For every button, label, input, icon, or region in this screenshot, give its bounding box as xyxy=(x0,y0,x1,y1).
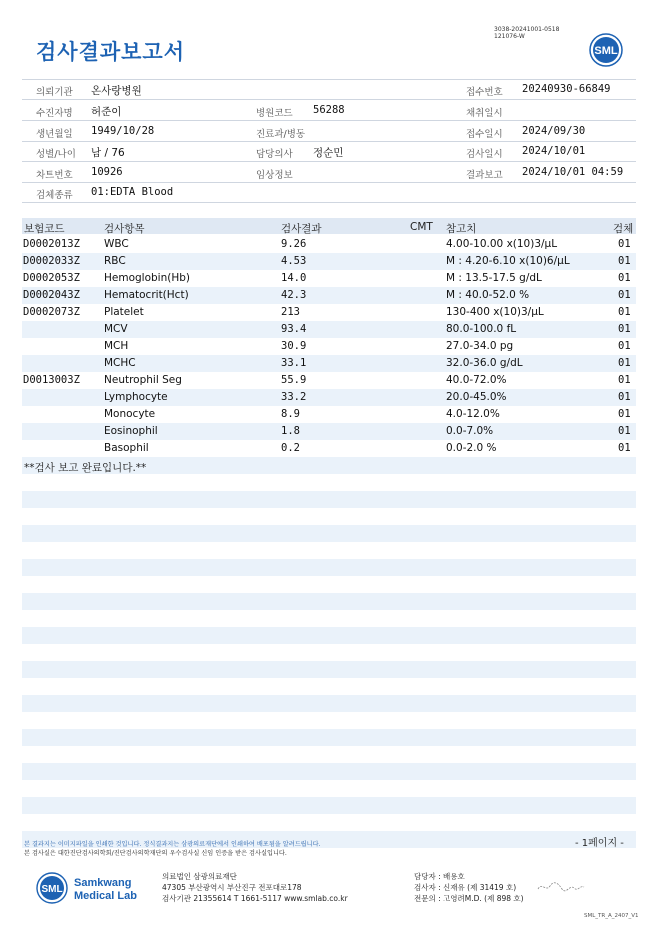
empty-row-stripe xyxy=(22,729,636,746)
header-reference: 참고치 xyxy=(446,223,477,235)
signatures xyxy=(414,871,524,904)
info-divider xyxy=(22,99,636,100)
value-hospital-code: 56288 xyxy=(313,104,345,116)
empty-row-stripe xyxy=(22,491,636,508)
empty-row-stripe xyxy=(22,559,636,576)
cell-specimen: 01 xyxy=(618,255,631,267)
cell-result: 14.0 xyxy=(281,272,307,284)
footer-brand xyxy=(36,871,148,909)
cell-reference: M : 4.20-6.10 x(10)6/μL xyxy=(446,255,570,267)
info-divider xyxy=(22,120,636,121)
sml-logo-text: SML xyxy=(594,45,618,57)
label-institution: 의뢰기관 xyxy=(36,87,73,98)
hospital-info xyxy=(162,871,348,904)
hospital-line2: 47305 부산광역시 부산진구 전포대로178 xyxy=(162,883,302,892)
empty-row-stripe xyxy=(22,797,636,814)
label-receipt-date: 접수일시 xyxy=(466,129,503,140)
form-code: SML_TR_A_2407_V1 xyxy=(584,913,639,919)
cell-reference: 4.0-12.0% xyxy=(446,408,500,420)
cell-result: 213 xyxy=(281,306,300,318)
label-collection-date: 채취일시 xyxy=(466,108,503,119)
completion-note: **검사 보고 완료입니다.** xyxy=(24,462,147,474)
document-code xyxy=(494,26,559,40)
document-code-line2: 121076-W xyxy=(494,33,525,40)
cell-item: RBC xyxy=(104,255,126,267)
cell-item: WBC xyxy=(104,238,129,250)
label-chart-no: 차트번호 xyxy=(36,170,73,181)
cell-specimen: 01 xyxy=(618,408,631,420)
footnote-line1: 본 결과지는 이미지파일을 인쇄한 것입니다. 정식결과지는 삼광의료재단에서 인쇄하여 배포됨을 알려드립니다. xyxy=(24,841,321,848)
label-department: 진료과/병동 xyxy=(256,129,306,140)
specialist-line: 전문의 : 고영려M.D. (제 898 호) xyxy=(414,894,524,903)
header-code: 보험코드 xyxy=(24,223,65,235)
value-institution: 온사랑병원 xyxy=(91,85,142,97)
cell-specimen: 01 xyxy=(618,272,631,284)
cell-reference: 20.0-45.0% xyxy=(446,391,507,403)
empty-row-stripe xyxy=(22,763,636,780)
label-receipt-no: 접수번호 xyxy=(466,87,503,98)
cell-reference: 0.0-7.0% xyxy=(446,425,494,437)
cell-code: D0002043Z xyxy=(23,289,80,301)
label-hospital-code: 병원코드 xyxy=(256,108,293,119)
page-number: - 1페이지 - xyxy=(575,838,624,849)
cell-result: 1.8 xyxy=(281,425,300,437)
cell-specimen: 01 xyxy=(618,340,631,352)
hospital-line3: 검사기관 21355614 T 1661-5117 www.smlab.co.kr xyxy=(162,894,348,903)
cell-result: 30.9 xyxy=(281,340,307,352)
empty-row-stripe xyxy=(22,661,636,678)
value-receipt-date: 2024/09/30 xyxy=(522,125,586,137)
cell-item: MCV xyxy=(104,323,128,335)
cell-specimen: 01 xyxy=(618,391,631,403)
empty-row-stripe xyxy=(22,593,636,610)
footer-brand-line2: Medical Lab xyxy=(74,890,137,902)
info-divider xyxy=(22,202,636,203)
cell-code: D0002073Z xyxy=(23,306,80,318)
value-receipt-no: 20240930-66849 xyxy=(522,83,611,95)
cell-reference: M : 13.5-17.5 g/dL xyxy=(446,272,542,284)
cell-item: Neutrophil Seg xyxy=(104,374,182,386)
cell-code: D0002053Z xyxy=(23,272,80,284)
info-divider xyxy=(22,161,636,162)
header-result: 검사결과 xyxy=(281,223,322,235)
manager-line: 담당자 : 배용호 xyxy=(414,872,465,881)
cell-result: 55.9 xyxy=(281,374,307,386)
header-specimen: 검체 xyxy=(613,223,634,235)
info-divider xyxy=(22,182,636,183)
cell-code: D0013003Z xyxy=(23,374,80,386)
cell-item: MCH xyxy=(104,340,129,352)
cell-item: Platelet xyxy=(104,306,144,318)
header-cmt: CMT xyxy=(410,221,433,233)
footer-sml-logo-icon xyxy=(36,871,148,905)
cell-code: D0002013Z xyxy=(23,238,80,250)
cell-reference: 0.0-2.0 % xyxy=(446,442,497,454)
header-item: 검사항목 xyxy=(104,223,145,235)
cell-result: 42.3 xyxy=(281,289,307,301)
cell-code: D0002033Z xyxy=(23,255,80,267)
cell-item: Eosinophil xyxy=(104,425,158,437)
cell-result: 93.4 xyxy=(281,323,307,335)
info-divider xyxy=(22,79,636,80)
footer-brand-line1: Samkwang xyxy=(74,877,132,889)
value-chart-no: 10926 xyxy=(91,166,123,178)
empty-row-stripe xyxy=(22,695,636,712)
value-test-date: 2024/10/01 xyxy=(522,145,586,157)
cell-specimen: 01 xyxy=(618,425,631,437)
value-birth-date: 1949/10/28 xyxy=(91,125,155,137)
report-title: 검사결과보고서 xyxy=(36,40,186,64)
hospital-line1: 의료법인 삼광의료재단 xyxy=(162,872,237,881)
cell-specimen: 01 xyxy=(618,238,631,250)
examiner-line: 검사자 : 신재유 (제 31419 호) xyxy=(414,883,517,892)
cell-reference: 80.0-100.0 fL xyxy=(446,323,517,335)
footer-logo-text: SML xyxy=(41,884,63,895)
cell-result: 0.2 xyxy=(281,442,300,454)
cell-specimen: 01 xyxy=(618,357,631,369)
info-divider xyxy=(22,141,636,142)
signature-scribble-icon xyxy=(536,880,586,894)
cell-reference: M : 40.0-52.0 % xyxy=(446,289,530,301)
cell-reference: 130-400 x(10)3/μL xyxy=(446,306,544,318)
value-specimen-type: 01:EDTA Blood xyxy=(91,186,174,198)
value-doctor: 정순민 xyxy=(313,147,344,159)
cell-result: 9.26 xyxy=(281,238,307,250)
cell-item: Basophil xyxy=(104,442,149,454)
cell-specimen: 01 xyxy=(618,323,631,335)
cell-result: 8.9 xyxy=(281,408,300,420)
cell-specimen: 01 xyxy=(618,442,631,454)
label-test-date: 검사일시 xyxy=(466,149,503,160)
document-code-line1: 3038-20241001-0518 xyxy=(494,26,560,33)
cell-specimen: 01 xyxy=(618,306,631,318)
cell-specimen: 01 xyxy=(618,374,631,386)
cell-result: 33.2 xyxy=(281,391,307,403)
label-sex-age: 성별/나이 xyxy=(36,149,76,160)
label-specimen-type: 검체종류 xyxy=(36,190,73,201)
empty-row-stripe xyxy=(22,627,636,644)
value-patient-name: 허준이 xyxy=(91,106,122,118)
cell-reference: 27.0-34.0 pg xyxy=(446,340,514,352)
sml-logo-icon xyxy=(589,33,623,67)
label-patient-name: 수진자명 xyxy=(36,108,73,119)
value-report-date: 2024/10/01 04:59 xyxy=(522,166,624,178)
cell-specimen: 01 xyxy=(618,289,631,301)
label-clinical-info: 임상정보 xyxy=(256,170,293,181)
cell-item: Hematocrit(Hct) xyxy=(104,289,189,301)
cell-item: Lymphocyte xyxy=(104,391,168,403)
cell-item: Monocyte xyxy=(104,408,156,420)
cell-result: 4.53 xyxy=(281,255,307,267)
cell-item: Hemoglobin(Hb) xyxy=(104,272,191,284)
cell-reference: 40.0-72.0% xyxy=(446,374,507,386)
cell-reference: 32.0-36.0 g/dL xyxy=(446,357,523,369)
value-sex-age: 남 / 76 xyxy=(91,147,125,159)
footnote-line2: 본 검사실은 대한진단검사의학회/진단검사의학재단의 우수검사실 신임 인증을 받은 검사실입니다. xyxy=(24,850,287,857)
cell-item: MCHC xyxy=(104,357,136,369)
cell-result: 33.1 xyxy=(281,357,307,369)
cell-reference: 4.00-10.00 x(10)3/μL xyxy=(446,238,558,250)
empty-row-stripe xyxy=(22,525,636,542)
label-birth-date: 생년월일 xyxy=(36,129,73,140)
label-doctor: 담당의사 xyxy=(256,149,293,160)
label-report-date: 결과보고 xyxy=(466,170,503,181)
